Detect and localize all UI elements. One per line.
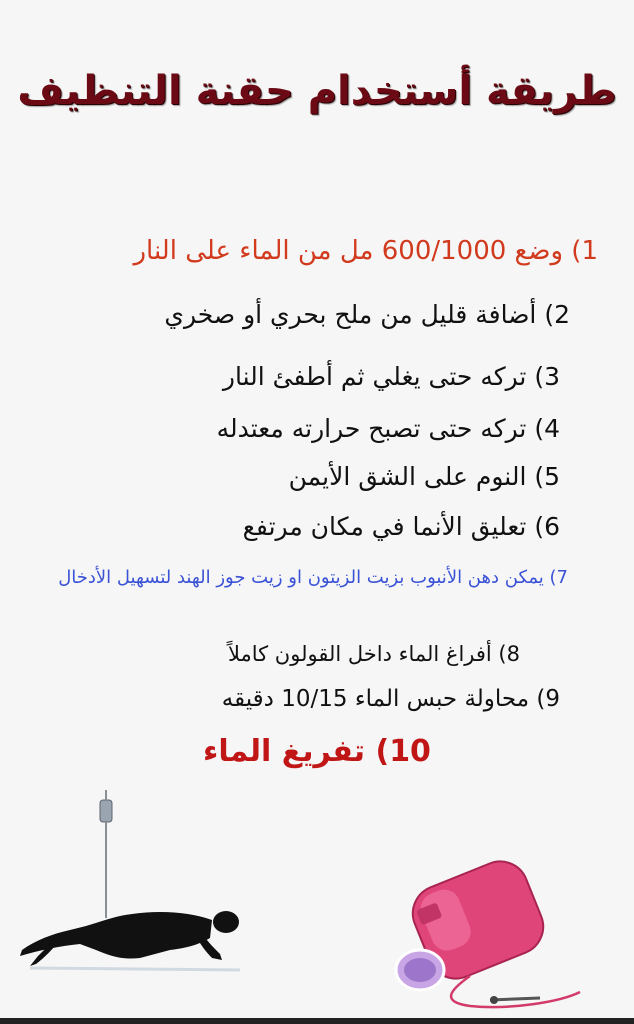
step-9: 9) محاولة حبس الماء 10/15 دقيقه — [221, 686, 560, 712]
step-2: 2) أضافة قليل من ملح بحري أو صخري — [164, 300, 570, 329]
iv-drip-bag-icon — [100, 790, 112, 918]
person-lying-silhouette-icon — [20, 911, 239, 966]
step-6: 6) تعليق الأنما في مكان مرتفع — [242, 512, 560, 541]
step-7: 7) يمكن دهن الأنبوب بزيت الزيتون او زيت جوز الهند لتسهيل الأدخال — [58, 567, 568, 588]
page-title: طريقة أستخدام حقنة التنظيف — [17, 68, 617, 114]
logo-sticker-icon — [396, 950, 444, 990]
bottom-bar — [0, 1018, 634, 1024]
step-1: 1) وضع 600/1000 مل من الماء على النار — [133, 236, 598, 266]
step-5: 5) النوم على الشق الأيمن — [288, 462, 560, 491]
step-8: 8) أفراغ الماء داخل القولون كاملاً — [227, 642, 520, 666]
step-3: 3) تركه حتى يغلي ثم أطفئ النار — [222, 362, 560, 391]
illustrations — [0, 780, 634, 1024]
step-4: 4) تركه حتى تصبح حرارته معتدله — [216, 414, 560, 443]
step-10: 10) تفريغ الماء — [203, 734, 431, 769]
